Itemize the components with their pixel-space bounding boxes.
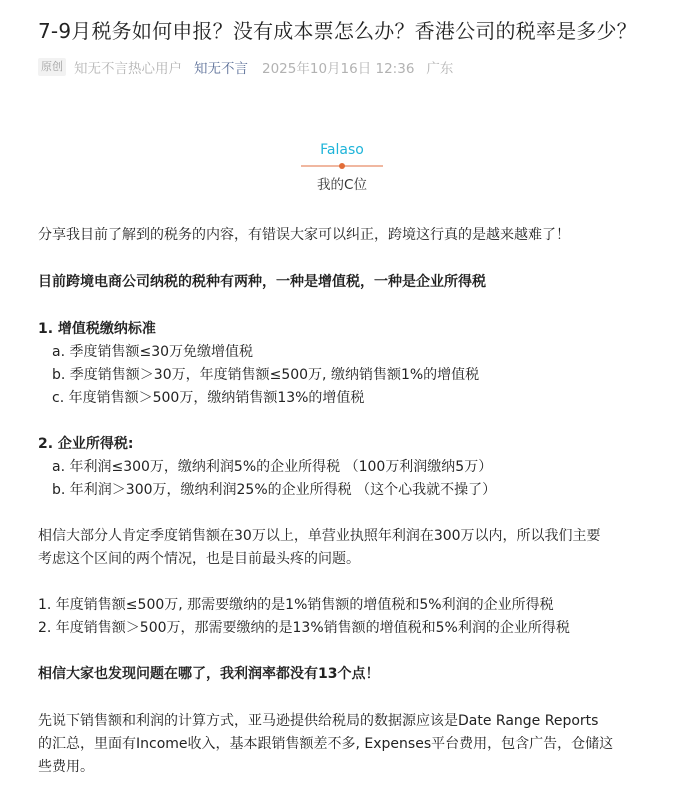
assumption-paragraph-line: 相信大部分人肯定季度销售额在30万以上，单营业执照年利润在300万以内，所以我们主要 [38,528,601,544]
section1-heading: 1. 增值税缴纳标准 [38,321,156,337]
main-heading: 目前跨境电商公司纳税的税种有两种，一种是增值税，一种是企业所得税 [38,274,486,290]
original-badge: 原创 [38,58,66,76]
list-item: c. 年度销售额＞500万，缴纳销售额13%的增值税 [52,390,365,406]
divider-dot-icon [339,163,345,169]
list-item: a. 年利润≤300万，缴纳利润5%的企业所得税 （100万利润缴纳5万） [52,459,493,475]
section2-heading: 2. 企业所得税: [38,436,134,452]
case-item: 1. 年度销售额≤500万, 那需要缴纳的是1%销售额的增值税和5%利润的企业所得税 [38,597,554,613]
list-item: b. 季度销售额＞30万，年度销售额≤500万, 缴纳销售额1%的增值税 [52,367,480,383]
calc-paragraph-line: 些费用。 [38,759,94,775]
signature-name: Falaso [320,142,364,158]
highlight-text: 相信大家也发现问题在哪了，我利润率都没有13个点！ [38,666,380,682]
signature-block [0,140,684,195]
article-title: 7-9月税务如何申报？没有成本票怎么办？香港公司的税率是多少？ [38,19,637,43]
list-item: a. 季度销售额≤30万免缴增值税 [52,344,254,360]
signature-divider [301,165,383,167]
list-item: b. 年利润＞300万，缴纳利润25%的企业所得税 （这个心我就不操了） [52,482,497,498]
account-link[interactable]: 知无不言 [194,61,248,77]
calc-paragraph-line: 的汇总，里面有Income收入，基本跟销售额差不多, Expenses平台费用，包含广告，仓储这 [38,736,614,752]
signature-subtitle: 我的C位 [317,177,367,193]
author-name: 知无不言热心用户 [74,61,182,77]
article-meta [38,57,453,77]
assumption-paragraph-line: 考虑这个区间的两个情况，也是目前最头疼的问题。 [38,551,360,567]
case-item: 2. 年度销售额＞500万，那需要缴纳的是13%销售额的增值税和5%利润的企业所得税 [38,620,570,636]
intro-paragraph: 分享我目前了解到的税务的内容，有错误大家可以纠正，跨境这行真的是越来越难了！ [38,227,570,243]
publish-location: 广东 [426,61,454,77]
publish-date: 2025年10月16日 12:36 [262,61,415,77]
calc-paragraph-line: 先说下销售额和利润的计算方式，亚马逊提供给税局的数据源应该是Date Range Reports [38,713,599,729]
